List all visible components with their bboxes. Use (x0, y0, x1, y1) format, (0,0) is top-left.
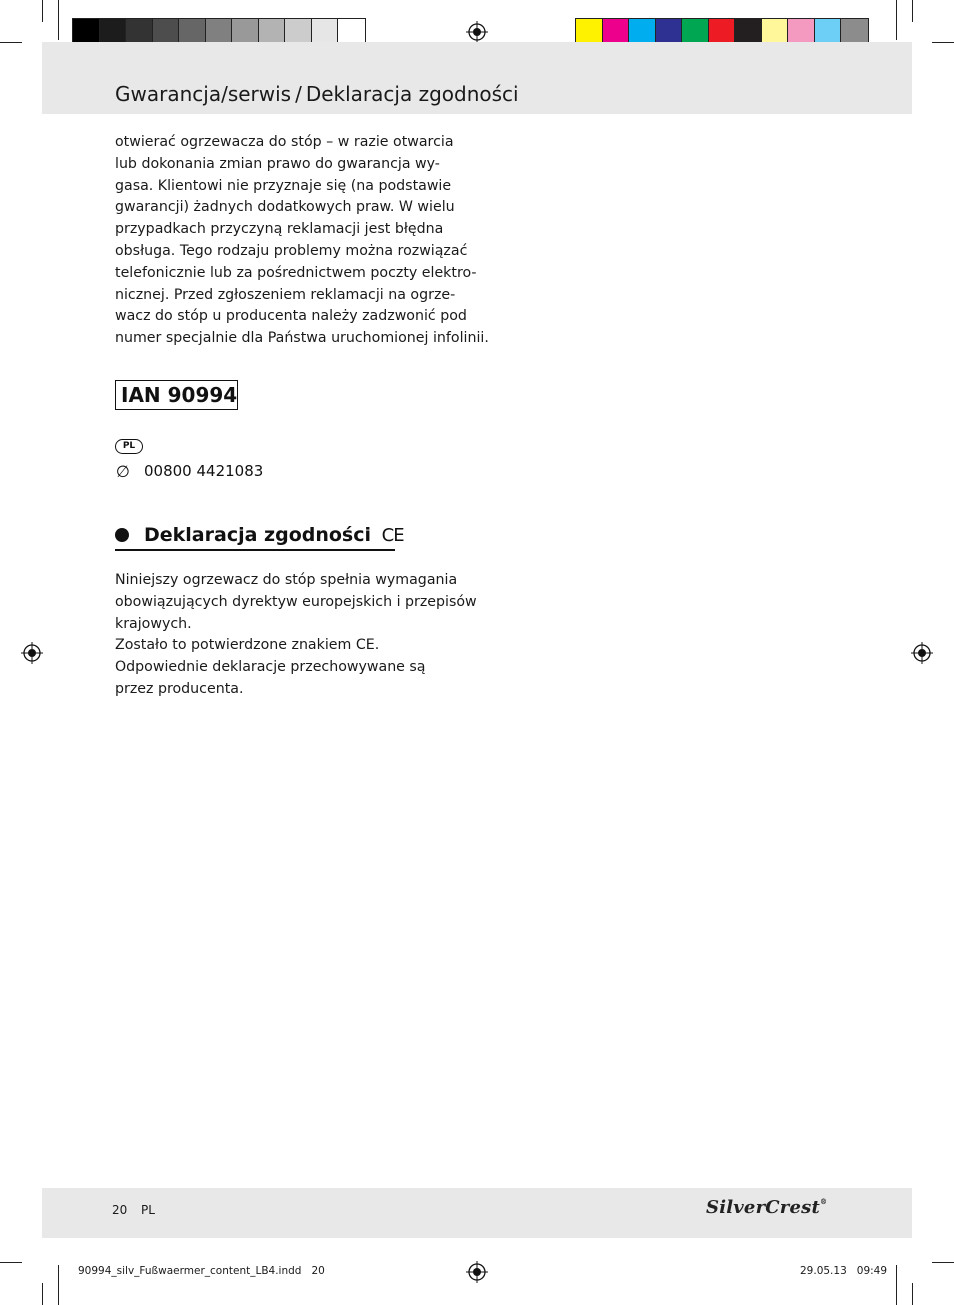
section-title (144, 524, 404, 546)
ian-label: IAN 90994 (121, 383, 238, 407)
crop-mark (58, 0, 59, 40)
slug-timestamp: 29.05.13 09:49 (800, 1265, 888, 1277)
warranty-text-line: obsługa. Tego rodzaju problemy można rozwiązać (115, 242, 468, 259)
crop-mark (896, 1265, 897, 1305)
warranty-text-line: gwarancji) żadnych dodatkowych praw. W wielu (115, 199, 455, 216)
page-language: PL (141, 1203, 155, 1217)
warranty-text-line: wacz do stóp u producenta należy zadzwonić pod (115, 308, 467, 325)
crop-mark (896, 0, 897, 40)
page-number: 20 (112, 1203, 128, 1217)
section-title-text: Deklaracja zgodności (144, 524, 372, 546)
declaration-text-line: obowiązujących dyrektyw europejskich i przepisów (115, 593, 477, 610)
declaration-text-line: Odpowiednie deklaracje przechowywane są (115, 659, 426, 676)
crop-mark (912, 0, 913, 22)
declaration-text-line: Zostało to potwierdzone znakiem CE. (115, 637, 380, 654)
crop-mark (932, 42, 954, 43)
declaration-text-line: Niniejszy ogrzewacz do stóp spełnia wymagania (115, 572, 458, 588)
registration-mark-icon (911, 642, 933, 664)
crop-mark (58, 1265, 59, 1305)
brand-logo-text: SilverCrest (706, 1197, 820, 1218)
phone-icon: ∅ (116, 462, 130, 481)
warranty-text-line: otwierać ogrzewacza do stóp – w razie otwarcia (115, 134, 454, 150)
crop-mark (932, 1262, 954, 1263)
warranty-text-line: gasa. Klientowi nie przyznaje się (na podstawie (115, 177, 452, 194)
crop-mark (0, 42, 22, 43)
declaration-paragraph (115, 570, 475, 701)
registration-mark-icon (21, 642, 43, 664)
registration-mark-icon (466, 1261, 488, 1283)
brand-logo: SilverCrest® (706, 1197, 828, 1218)
registration-mark-icon (466, 21, 488, 43)
crop-mark (42, 1283, 43, 1305)
crop-mark (0, 1262, 22, 1263)
hotline-number: 00800 4421083 (144, 462, 264, 480)
warranty-text-line: nicznej. Przed zgłoszeniem reklamacji na ogrze- (115, 286, 456, 303)
crop-mark (912, 1283, 913, 1305)
declaration-text-line: krajowych. (115, 615, 192, 632)
slug-filename: 90994_silv_Fußwaermer_content_LB4.indd 20 (78, 1265, 325, 1277)
section-underline (115, 549, 395, 551)
warranty-text-line: przypadkach przyczyną reklamacji jest błędna (115, 221, 444, 238)
section-bullet-icon (115, 528, 129, 542)
ce-mark-icon: CE (381, 525, 404, 546)
warranty-text-line: numer specjalnie dla Państwa uruchomionej infolinii. (115, 330, 489, 347)
declaration-text-line: przez producenta. (115, 680, 244, 697)
page-title: Gwarancja/serwis / Deklaracja zgodności (115, 82, 519, 106)
country-badge: PL (115, 439, 143, 454)
warranty-text-line: telefonicznie lub za pośrednictwem poczty elektro- (115, 264, 477, 281)
crop-mark (42, 0, 43, 22)
warranty-text-line: lub dokonania zmian prawo do gwarancja wy- (115, 155, 440, 172)
warranty-paragraph (115, 132, 489, 350)
